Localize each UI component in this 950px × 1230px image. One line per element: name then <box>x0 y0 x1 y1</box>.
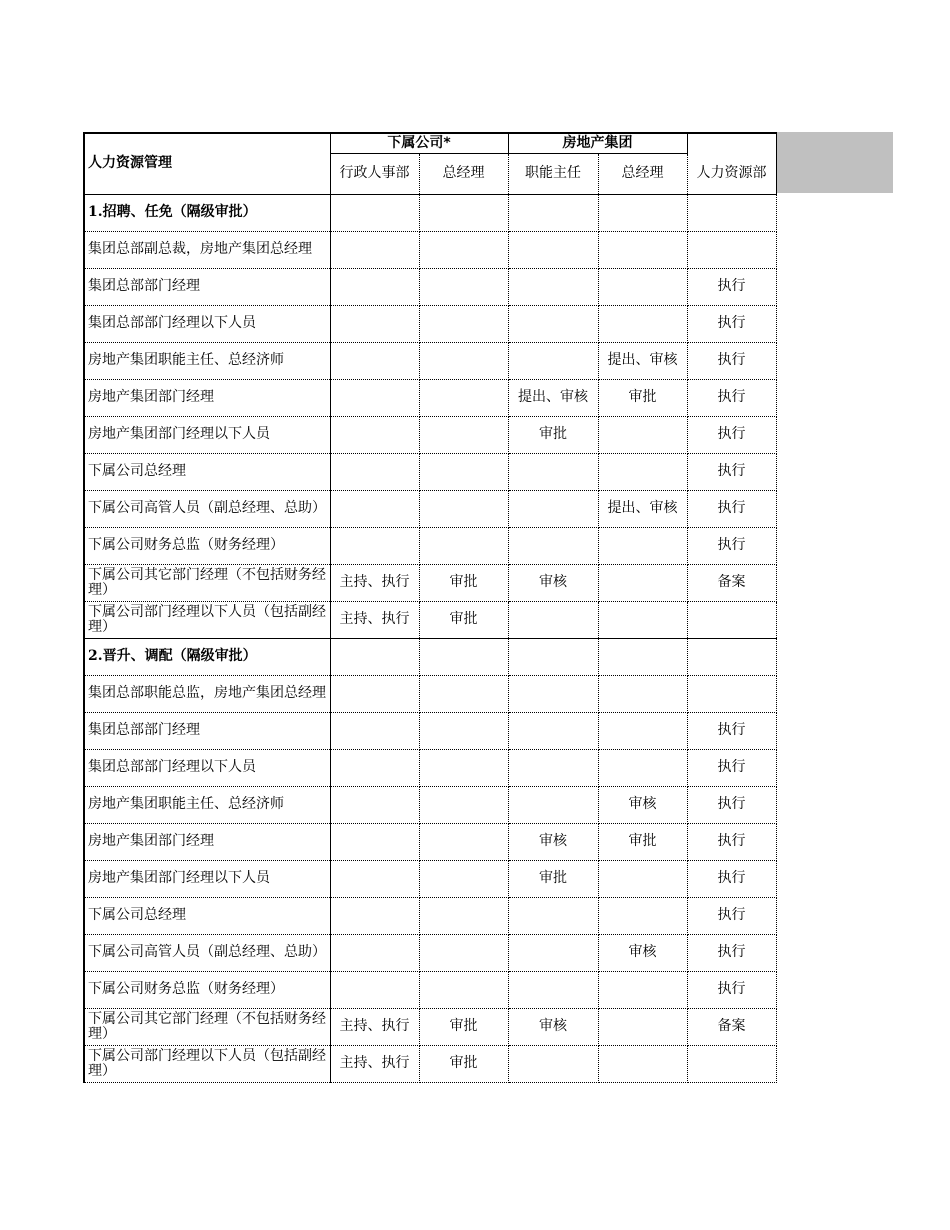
authority-cell <box>508 231 598 268</box>
authority-cell: 执行 <box>687 527 776 564</box>
authority-cell: 备案 <box>687 564 776 601</box>
table-row <box>84 1045 776 1082</box>
authority-cell <box>508 786 598 823</box>
authority-cell <box>508 675 598 712</box>
row-label: 房地产集团职能主任、总经济师 <box>84 786 330 823</box>
authority-matrix-table <box>83 132 777 1083</box>
authority-cell <box>330 305 419 342</box>
authority-cell <box>330 675 419 712</box>
table-row <box>84 564 776 601</box>
table-row <box>84 786 776 823</box>
row-label: 集团总部副总裁，房地产集团总经理 <box>84 231 330 268</box>
authority-cell <box>330 823 419 860</box>
row-label: 集团总部部门经理以下人员 <box>84 305 330 342</box>
authority-cell <box>598 194 687 231</box>
authority-cell: 执行 <box>687 860 776 897</box>
authority-cell <box>598 527 687 564</box>
group-header-blank <box>687 133 776 153</box>
authority-cell: 审核 <box>598 934 687 971</box>
section-label: 1.招聘、任免（隔级审批） <box>84 194 330 231</box>
table-row <box>84 860 776 897</box>
authority-cell <box>508 268 598 305</box>
authority-cell <box>508 749 598 786</box>
authority-cell: 执行 <box>687 897 776 934</box>
authority-cell: 提出、审核 <box>598 490 687 527</box>
authority-cell <box>508 712 598 749</box>
group-header-subsidiary: 下属公司* <box>330 133 508 153</box>
table-row <box>84 379 776 416</box>
authority-cell <box>419 638 508 675</box>
authority-cell <box>419 786 508 823</box>
row-label: 房地产集团部门经理以下人员 <box>84 416 330 453</box>
authority-cell <box>330 342 419 379</box>
authority-cell <box>419 194 508 231</box>
authority-cell <box>330 231 419 268</box>
authority-cell: 审核 <box>508 823 598 860</box>
column-header: 总经理 <box>419 153 508 194</box>
authority-cell <box>598 860 687 897</box>
authority-cell: 主持、执行 <box>330 1045 419 1082</box>
authority-cell <box>598 712 687 749</box>
authority-cell <box>508 453 598 490</box>
authority-cell <box>330 638 419 675</box>
authority-cell <box>330 860 419 897</box>
authority-cell <box>598 675 687 712</box>
authority-cell <box>419 342 508 379</box>
authority-cell <box>687 194 776 231</box>
authority-cell <box>330 527 419 564</box>
authority-cell <box>330 712 419 749</box>
authority-cell <box>330 749 419 786</box>
authority-cell <box>508 971 598 1008</box>
authority-cell: 执行 <box>687 305 776 342</box>
authority-cell: 审批 <box>598 823 687 860</box>
authority-cell: 主持、执行 <box>330 601 419 638</box>
authority-cell <box>508 305 598 342</box>
authority-cell: 审批 <box>419 1045 508 1082</box>
authority-cell: 审批 <box>598 379 687 416</box>
authority-cell <box>687 231 776 268</box>
authority-cell: 审批 <box>419 1008 508 1045</box>
row-label: 房地产集团职能主任、总经济师 <box>84 342 330 379</box>
authority-cell: 提出、审核 <box>598 342 687 379</box>
authority-cell <box>508 1045 598 1082</box>
authority-cell: 执行 <box>687 268 776 305</box>
table-row <box>84 305 776 342</box>
table-row <box>84 416 776 453</box>
row-label: 下属公司高管人员（副总经理、总助） <box>84 934 330 971</box>
table-row <box>84 231 776 268</box>
table-row <box>84 490 776 527</box>
authority-cell: 审批 <box>508 860 598 897</box>
authority-cell: 审批 <box>508 416 598 453</box>
row-label: 下属公司高管人员（副总经理、总助） <box>84 490 330 527</box>
authority-cell: 执行 <box>687 971 776 1008</box>
row-label: 房地产集团部门经理 <box>84 379 330 416</box>
column-header: 总经理 <box>598 153 687 194</box>
authority-cell: 执行 <box>687 416 776 453</box>
table-row <box>84 453 776 490</box>
authority-cell <box>598 564 687 601</box>
authority-cell <box>598 231 687 268</box>
row-label: 集团总部部门经理 <box>84 268 330 305</box>
authority-cell <box>419 416 508 453</box>
authority-cell <box>330 194 419 231</box>
table-row <box>84 971 776 1008</box>
authority-cell: 审批 <box>419 564 508 601</box>
authority-cell <box>330 416 419 453</box>
table-row <box>84 712 776 749</box>
row-label: 房地产集团部门经理以下人员 <box>84 860 330 897</box>
authority-cell: 审核 <box>508 564 598 601</box>
authority-cell <box>419 379 508 416</box>
authority-cell <box>419 934 508 971</box>
table-row <box>84 1008 776 1045</box>
authority-cell <box>598 453 687 490</box>
column-header: 人力资源部 <box>687 153 776 194</box>
authority-cell <box>419 823 508 860</box>
authority-cell: 执行 <box>687 712 776 749</box>
authority-cell: 执行 <box>687 342 776 379</box>
authority-cell <box>419 231 508 268</box>
table-row <box>84 268 776 305</box>
authority-cell: 执行 <box>687 934 776 971</box>
table-row <box>84 342 776 379</box>
authority-cell <box>419 527 508 564</box>
authority-cell <box>598 749 687 786</box>
row-label: 下属公司财务总监（财务经理） <box>84 971 330 1008</box>
authority-cell: 执行 <box>687 379 776 416</box>
authority-cell <box>687 675 776 712</box>
authority-cell: 审核 <box>598 786 687 823</box>
authority-cell <box>330 490 419 527</box>
authority-cell <box>598 305 687 342</box>
authority-cell <box>598 416 687 453</box>
row-label: 房地产集团部门经理 <box>84 823 330 860</box>
authority-cell <box>598 1045 687 1082</box>
row-label: 下属公司部门经理以下人员（包括副经理） <box>84 1045 330 1082</box>
authority-cell <box>598 601 687 638</box>
authority-cell <box>330 786 419 823</box>
authority-cell <box>330 268 419 305</box>
table-row <box>84 601 776 638</box>
row-label: 下属公司部门经理以下人员（包括副经理） <box>84 601 330 638</box>
authority-cell <box>330 971 419 1008</box>
authority-cell <box>508 897 598 934</box>
authority-cell <box>508 342 598 379</box>
row-label: 下属公司其它部门经理（不包括财务经理） <box>84 564 330 601</box>
authority-cell <box>330 379 419 416</box>
authority-cell <box>419 490 508 527</box>
authority-cell <box>598 971 687 1008</box>
authority-cell <box>687 1045 776 1082</box>
authority-cell <box>508 638 598 675</box>
row-label: 集团总部职能总监，房地产集团总经理 <box>84 675 330 712</box>
group-header-row <box>84 133 776 153</box>
authority-cell <box>598 638 687 675</box>
authority-cell <box>419 897 508 934</box>
authority-cell <box>687 638 776 675</box>
column-header: 行政人事部 <box>330 153 419 194</box>
section-row <box>84 194 776 231</box>
authority-cell: 执行 <box>687 749 776 786</box>
authority-cell <box>419 305 508 342</box>
authority-cell <box>508 194 598 231</box>
row-label: 下属公司总经理 <box>84 453 330 490</box>
authority-cell <box>598 1008 687 1045</box>
group-header-real-estate: 房地产集团 <box>508 133 687 153</box>
authority-cell <box>419 268 508 305</box>
table-row <box>84 823 776 860</box>
table-title: 人力资源管理 <box>84 133 330 194</box>
authority-cell <box>330 453 419 490</box>
section-label: 2.晋升、调配（隔级审批） <box>84 638 330 675</box>
authority-cell: 执行 <box>687 453 776 490</box>
authority-cell: 执行 <box>687 786 776 823</box>
table-row <box>84 897 776 934</box>
authority-cell <box>508 527 598 564</box>
authority-cell: 执行 <box>687 823 776 860</box>
authority-cell <box>419 712 508 749</box>
column-header: 职能主任 <box>508 153 598 194</box>
authority-cell <box>419 860 508 897</box>
row-label: 下属公司其它部门经理（不包括财务经理） <box>84 1008 330 1045</box>
authority-cell: 执行 <box>687 490 776 527</box>
authority-cell <box>598 268 687 305</box>
table-row <box>84 934 776 971</box>
authority-cell: 审批 <box>419 601 508 638</box>
table-row <box>84 749 776 786</box>
authority-cell <box>330 934 419 971</box>
row-label: 下属公司财务总监（财务经理） <box>84 527 330 564</box>
authority-cell: 审核 <box>508 1008 598 1045</box>
authority-cell: 主持、执行 <box>330 1008 419 1045</box>
authority-cell <box>419 749 508 786</box>
table-row <box>84 527 776 564</box>
authority-cell: 主持、执行 <box>330 564 419 601</box>
authority-cell <box>419 971 508 1008</box>
row-label: 集团总部部门经理以下人员 <box>84 749 330 786</box>
authority-cell <box>419 453 508 490</box>
authority-cell: 备案 <box>687 1008 776 1045</box>
table-row <box>84 675 776 712</box>
authority-cell: 提出、审核 <box>508 379 598 416</box>
authority-cell <box>508 490 598 527</box>
authority-cell <box>598 897 687 934</box>
authority-cell <box>508 934 598 971</box>
row-label: 集团总部部门经理 <box>84 712 330 749</box>
authority-cell <box>687 601 776 638</box>
authority-cell <box>508 601 598 638</box>
section-row <box>84 638 776 675</box>
authority-cell <box>419 675 508 712</box>
row-label: 下属公司总经理 <box>84 897 330 934</box>
authority-cell <box>330 897 419 934</box>
header-fill-band <box>776 132 893 193</box>
